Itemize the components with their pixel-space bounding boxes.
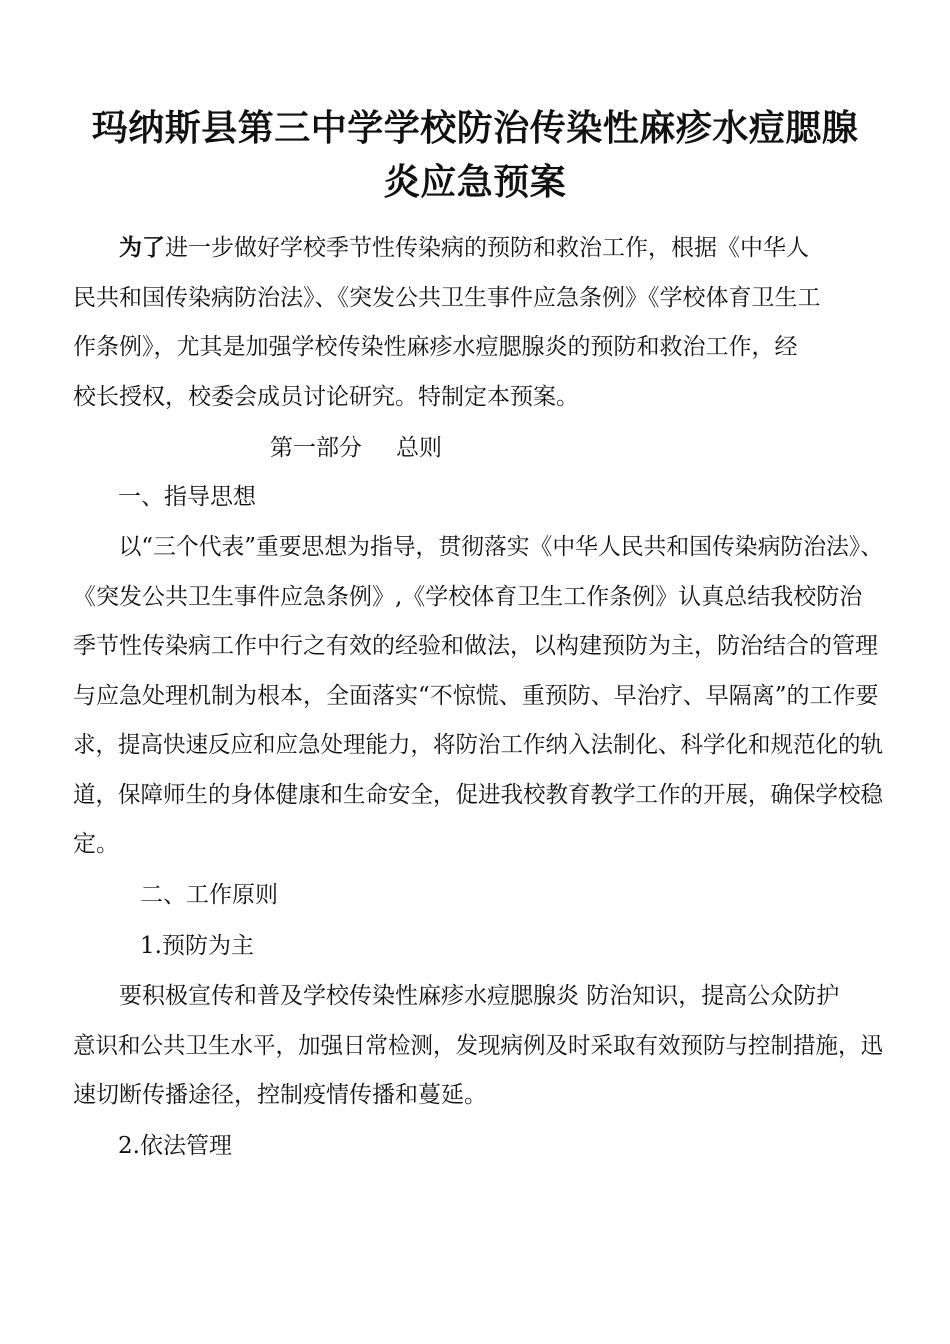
subsection-1-line: 意识和公共卫生水平，加强日常检测，发现病例及时采取有效预防与控制措施，迅	[73, 1032, 883, 1059]
intro-line: 作条例》，尤其是加强学校传染性麻疹水痘腮腺炎的预防和救治工作，经	[73, 334, 798, 360]
title-line-1: 玛纳斯县第三中学学校防治传染性麻疹水痘腮腺	[91, 108, 859, 149]
section-1-line: 季节性传染病工作中行之有效的经验和做法，以构建预防为主，防治结合的管理	[73, 633, 878, 659]
section-1-line: 求，提高快速反应和应急处理能力，将防治工作纳入法制化、科学化和规范化的轨	[73, 732, 883, 758]
intro-line-1-text: 进一步做好学校季节性传染病的预防和救治工作，根据《中华人	[165, 235, 809, 261]
part-heading	[270, 433, 442, 463]
subsection-2-heading: 2.依法管理	[118, 1133, 232, 1159]
section-1-paragraph	[73, 523, 883, 870]
section-1-line: 与应急处理机制为根本，全面落实“不惊慌、重预防、早治疗、早隔离”的工作要	[73, 682, 879, 709]
subsection-1-line: 要积极宣传和普及学校传染性麻疹水痘腮腺炎 防治知识，提高公众防护	[119, 983, 840, 1009]
section-1-line: 以“三个代表”重要思想为指导，贯彻落实《中华人民共和国传染病防治法》、	[118, 534, 884, 560]
intro-line: 民共和国传染病防治法》、《突发公共卫生事件应急条例》《学校体育卫生工	[73, 284, 821, 311]
section-2-heading: 二、工作原则	[140, 882, 278, 908]
part-label: 第一部分	[270, 435, 362, 461]
intro-paragraph	[73, 223, 883, 422]
title-line-2: 炎应急预案	[383, 162, 567, 203]
subsection-1-line: 速切断传播途径，控制疫情传播和蔓延。	[73, 1082, 487, 1108]
section-1-heading: 一、指导思想	[118, 484, 256, 510]
intro-line	[73, 223, 883, 274]
part-name: 总则	[396, 435, 442, 461]
section-1-line: 道，保障师生的身体健康和生命安全，促进我校教育教学工作的开展，确保学校稳	[73, 781, 883, 808]
section-1-line: 《突发公共卫生事件应急条例》,《学校体育卫生工作条例》认真总结我校防治	[73, 583, 863, 610]
document-title	[60, 102, 890, 210]
intro-line: 校长授权，校委会成员讨论研究。特制定本预案。	[73, 383, 579, 410]
section-1-line: 定。	[73, 831, 119, 857]
subsection-1-heading: 1.预防为主	[140, 933, 254, 959]
subsection-1-paragraph	[73, 972, 883, 1121]
intro-lead: 为了	[119, 234, 165, 261]
